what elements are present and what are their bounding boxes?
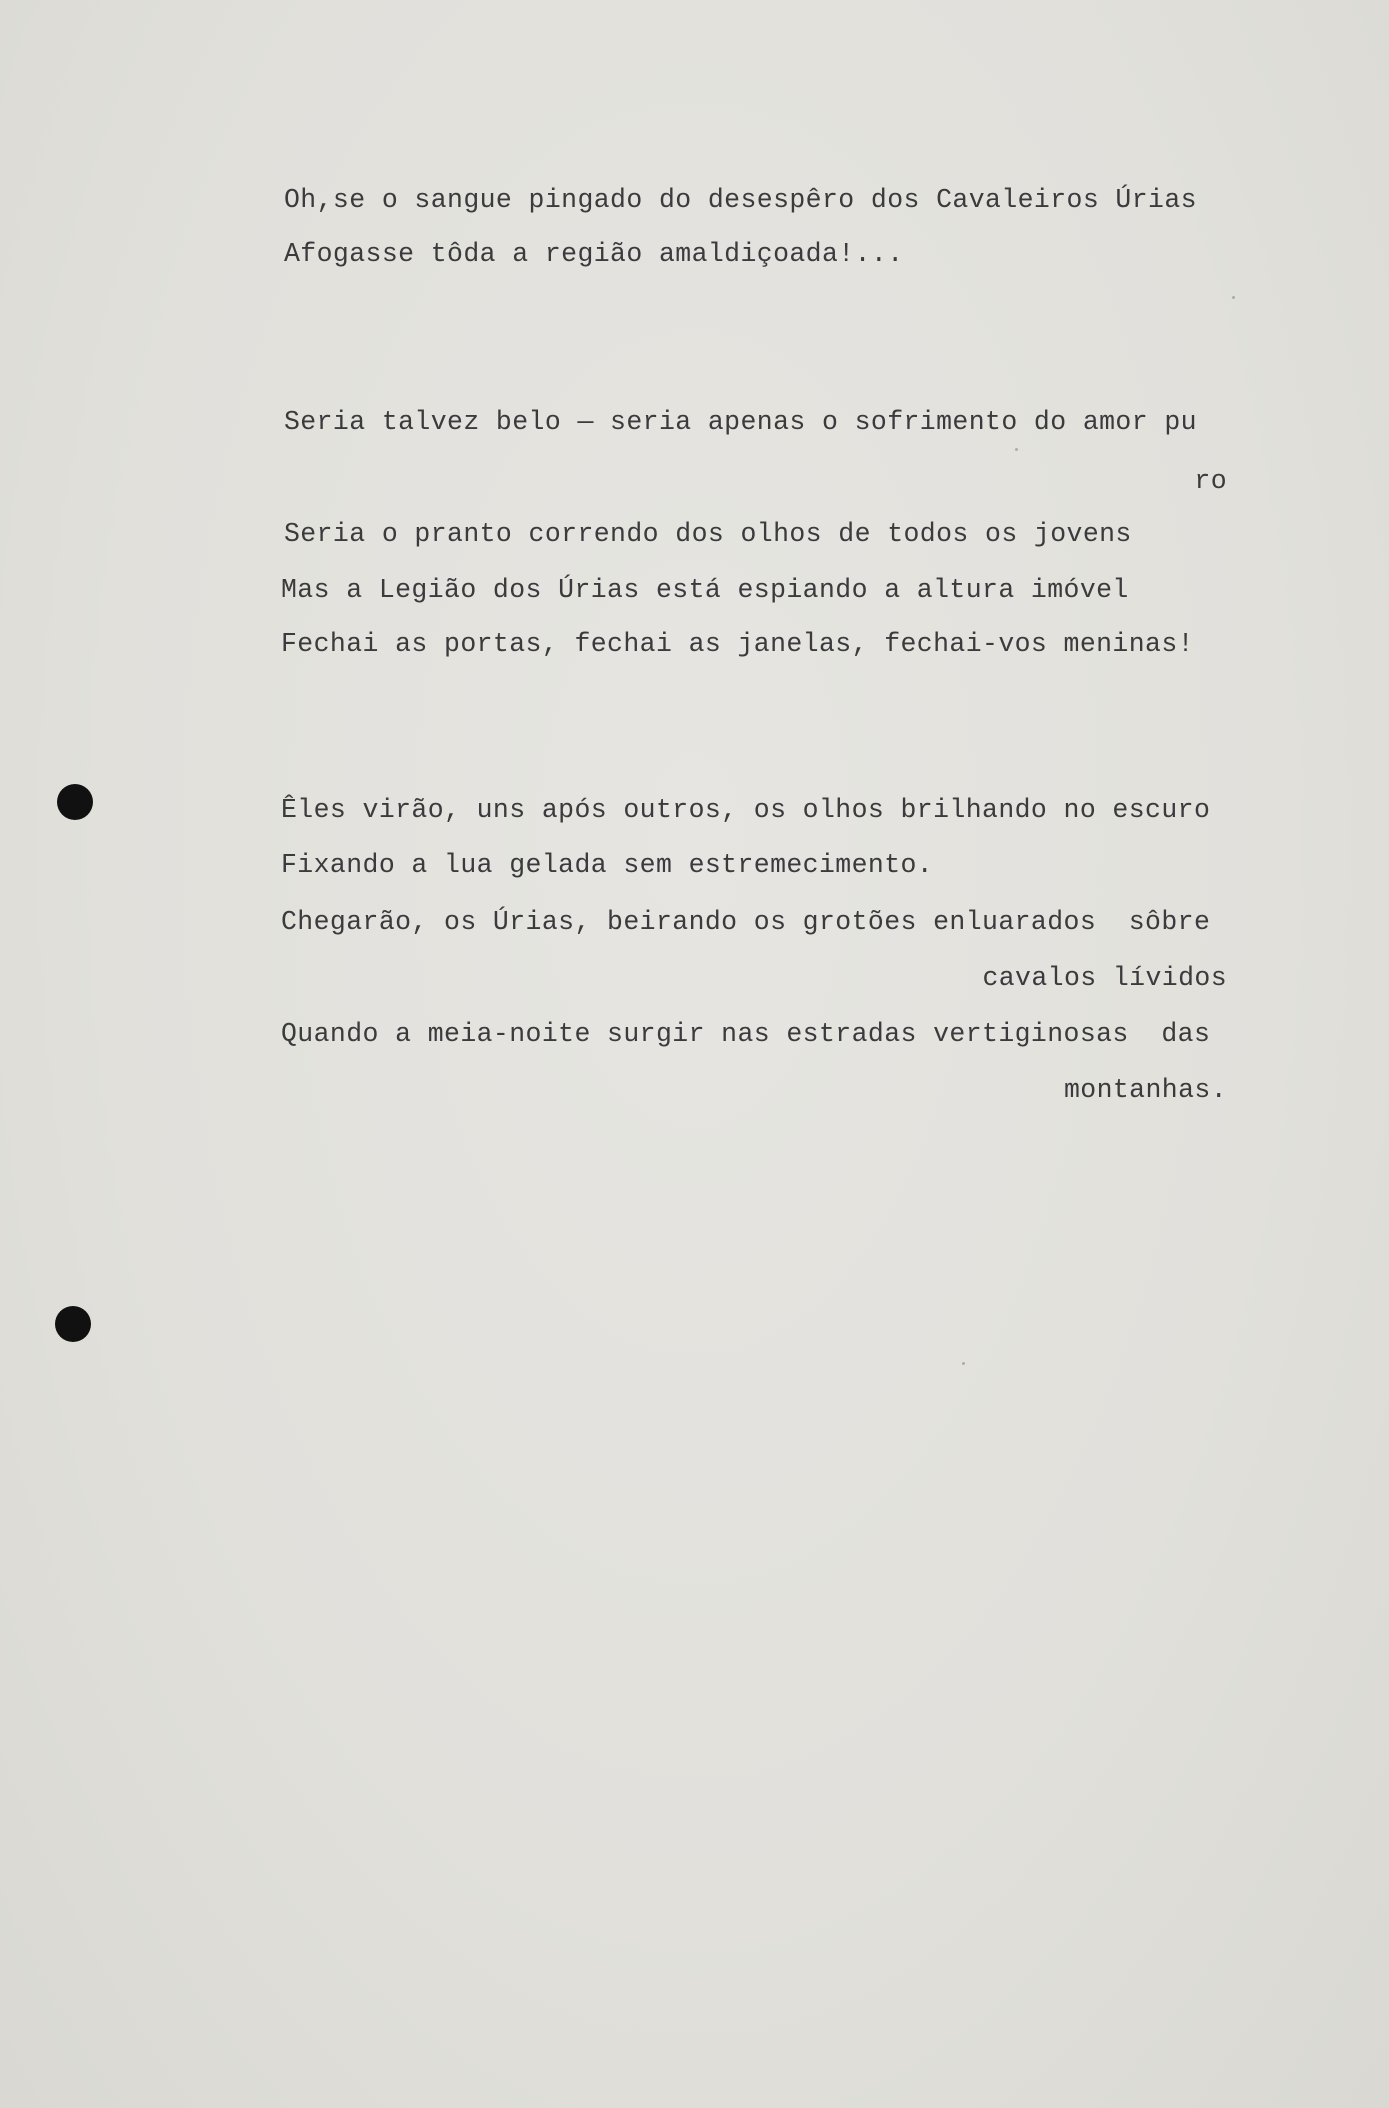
poem-line: Fixando a lua gelada sem estremecimento. — [281, 850, 934, 880]
punch-hole-top — [57, 784, 93, 820]
poem-line: Fechai as portas, fechai as janelas, fechai-vos meninas! — [281, 629, 1194, 659]
paper-speck — [1232, 296, 1235, 299]
poem-line: Seria talvez belo — seria apenas o sofrimento do amor pu — [284, 407, 1197, 437]
poem-line-continuation: montanhas. — [1063, 1075, 1227, 1105]
poem-line: Êles virão, uns após outros, os olhos brilhando no escuro — [281, 795, 1211, 825]
poem-line-continuation: ro — [1194, 466, 1227, 496]
poem-line: Oh,se o sangue pingado do desespêro dos Cavaleiros Úrias — [284, 185, 1197, 215]
poem-line: Seria o pranto correndo dos olhos de todos os jovens — [284, 519, 1132, 549]
paper-speck — [962, 1362, 965, 1365]
punch-hole-bottom — [55, 1306, 91, 1342]
poem-line-continuation: cavalos lívidos — [982, 963, 1227, 993]
poem-line: Quando a meia-noite surgir nas estradas vertiginosas das — [281, 1019, 1211, 1049]
poem-line: Afogasse tôda a região amaldiçoada!... — [284, 239, 904, 269]
poem-line: Chegarão, os Úrias, beirando os grotões enluarados sôbre — [281, 907, 1211, 937]
paper-speck — [1015, 448, 1018, 451]
poem-line: Mas a Legião dos Úrias está espiando a altura imóvel — [281, 575, 1129, 605]
